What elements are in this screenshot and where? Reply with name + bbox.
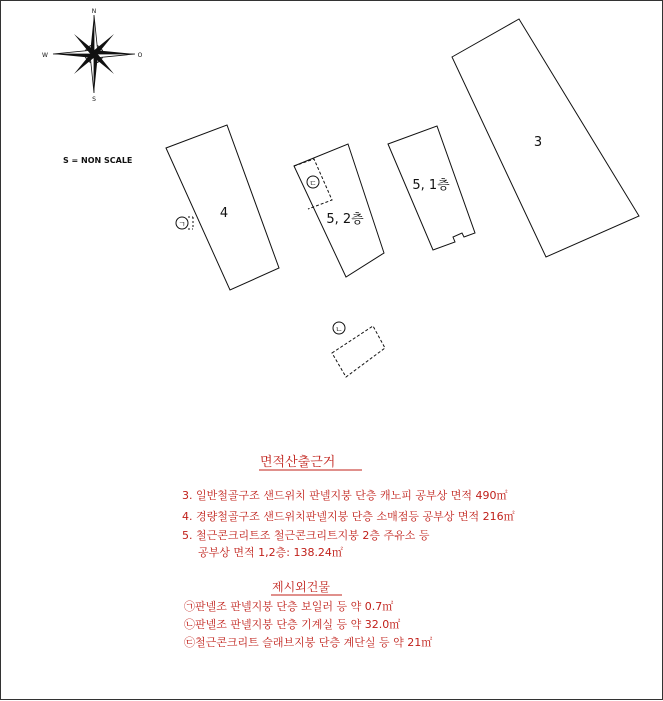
svg-text:ㄱ: ㄱ <box>178 220 186 229</box>
building-5-floor1-label: 5, 1층 <box>412 178 450 193</box>
compass-icon <box>42 8 143 103</box>
building-5-floor2-outline <box>294 144 384 277</box>
compass-south-label: S <box>92 96 96 103</box>
compass-north-label: N <box>91 8 97 15</box>
scale-note: S = NON SCALE <box>63 156 133 165</box>
marker-giyeok <box>176 217 188 229</box>
extra-building-digeut: ㉢철근콘크리트 슬래브지붕 단층 계단실 등 약 21㎡ <box>184 636 433 649</box>
area-basis-line-5: 5. 철근콘크리트조 철근콘크리트지붕 2층 주유소 등 <box>182 529 430 542</box>
compass-west-label: W <box>42 52 48 59</box>
svg-text:ㄷ: ㄷ <box>309 179 317 188</box>
compass-east-label: O <box>137 52 143 59</box>
building-4-label: 4 <box>219 206 229 221</box>
building-3-outline <box>452 19 639 257</box>
building-5-floor2-label: 5, 2층 <box>326 212 364 227</box>
marker-digeut <box>307 176 319 188</box>
site-plan <box>1 1 663 701</box>
area-basis-title: 면적산출근거 <box>260 455 336 470</box>
building-3-label: 3 <box>533 135 543 150</box>
area-basis-line-3: 3. 일반철골구조 샌드위치 판넬지붕 단층 캐노피 공부상 면적 490㎡ <box>182 489 508 502</box>
extra-buildings-title: 제시외건물 <box>272 580 330 594</box>
extra-building-nieun: ㉡판넬조 판넬지붕 단층 기계실 등 약 32.0㎡ <box>184 618 401 631</box>
extra-building-giyeok: ㉠판넬조 판넬지붕 단층 보일러 등 약 0.7㎡ <box>184 600 394 613</box>
marker-nieun <box>333 322 345 334</box>
svg-text:ㄴ: ㄴ <box>335 325 343 334</box>
area-basis-line-4: 4. 경량철골구조 샌드위치판넬지붕 단층 소매점등 공부상 면적 216㎡ <box>182 510 515 523</box>
area-basis-line-5-area: 공부상 면적 1,2층: 138.24㎡ <box>198 546 343 559</box>
